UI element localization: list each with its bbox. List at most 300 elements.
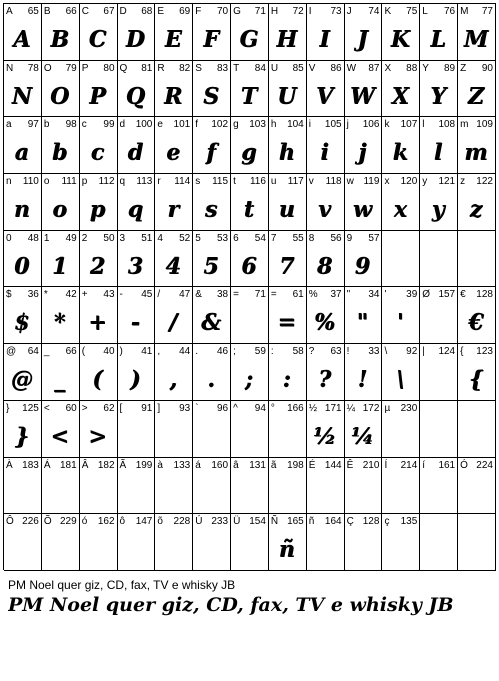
- glyph-cell: [193, 514, 231, 571]
- glyph-cell: [80, 174, 118, 231]
- glyph-char: =: [233, 289, 239, 301]
- glyph-cell: [155, 117, 193, 174]
- glyph-label: [120, 346, 153, 357]
- glyph-cell: [155, 61, 193, 118]
- glyph-label: [44, 63, 77, 74]
- glyph-sample: 3: [128, 253, 144, 280]
- glyph-sample: g: [241, 140, 258, 167]
- glyph-cell: [307, 61, 345, 118]
- glyph-sample: D: [126, 27, 146, 53]
- glyph-cell: [155, 401, 193, 458]
- glyph-cell: [307, 117, 345, 174]
- glyph-sample: i: [320, 140, 330, 167]
- glyph-cell: [458, 174, 496, 231]
- glyph-code: 112: [98, 176, 115, 188]
- glyph-sample: a: [15, 140, 30, 167]
- glyph-char: H: [270, 6, 279, 17]
- glyph-sample: p: [90, 197, 106, 224]
- glyph-sample: o: [52, 197, 68, 224]
- glyph-code: 162: [97, 516, 115, 528]
- glyph-code: 49: [65, 232, 77, 244]
- glyph-code: 60: [65, 402, 77, 414]
- glyph-label: [233, 119, 266, 130]
- glyph-label: [120, 460, 153, 471]
- glyph-label: [422, 63, 455, 74]
- glyph-cell: [4, 231, 42, 288]
- glyph-sample: 0: [14, 253, 31, 280]
- glyph-label: [384, 460, 417, 471]
- glyph-label: [460, 119, 493, 130]
- glyph-cell: [42, 287, 80, 344]
- glyph-code: 37: [330, 289, 342, 301]
- glyph-code: 154: [249, 516, 266, 528]
- glyph-label: [309, 6, 342, 17]
- glyph-code: 122: [476, 176, 493, 188]
- glyph-cell: [42, 61, 80, 118]
- glyph-char: Í: [384, 459, 388, 471]
- glyph-char: 9: [346, 232, 353, 244]
- glyph-cell: [4, 174, 42, 231]
- glyph-sample: l: [434, 140, 443, 167]
- glyph-code: 115: [212, 176, 229, 188]
- glyph-sample: d: [128, 140, 144, 167]
- glyph-cell: [118, 117, 156, 174]
- glyph-cell: [80, 287, 118, 344]
- glyph-cell: [307, 514, 345, 571]
- glyph-sample: =: [278, 310, 297, 337]
- glyph-sample: W: [350, 83, 376, 110]
- glyph-code: 125: [22, 402, 39, 414]
- glyph-char: -: [119, 289, 123, 301]
- glyph-code: 33: [368, 346, 380, 358]
- glyph-char: S: [195, 62, 202, 74]
- glyph-sample: -: [131, 310, 141, 337]
- glyph-code: 48: [27, 232, 39, 244]
- glyph-sample: [4, 532, 41, 568]
- glyph-sample: [155, 419, 192, 455]
- glyph-code: 128: [362, 516, 380, 528]
- glyph-cell: [307, 4, 345, 61]
- glyph-code: 75: [406, 6, 418, 17]
- glyph-code: 89: [444, 62, 456, 74]
- glyph-row: [4, 287, 496, 344]
- glyph-cell: [345, 458, 383, 515]
- glyph-char: °: [270, 402, 275, 414]
- glyph-char: f: [195, 119, 198, 131]
- glyph-char: Ü: [233, 516, 241, 528]
- glyph-char: É: [308, 459, 316, 471]
- glyph-code: 123: [476, 346, 493, 358]
- glyph-sample: ): [130, 367, 142, 394]
- glyph-code: 84: [254, 62, 266, 74]
- glyph-char: >: [81, 402, 88, 414]
- glyph-char: Z: [460, 62, 467, 74]
- glyph-char: ;: [233, 346, 236, 358]
- glyph-label: [120, 516, 153, 527]
- glyph-cell: [80, 61, 118, 118]
- glyph-char: Ú: [195, 516, 203, 528]
- glyph-char: k: [384, 119, 390, 131]
- glyph-label: [384, 176, 417, 187]
- glyph-cell: [42, 344, 80, 401]
- glyph-char: Y: [422, 62, 429, 74]
- glyph-code: 102: [211, 119, 229, 131]
- glyph-label: [82, 346, 115, 357]
- glyph-char: â: [233, 459, 239, 471]
- glyph-label: [384, 63, 417, 74]
- glyph-sample: $: [14, 310, 31, 337]
- glyph-cell: [231, 174, 269, 231]
- glyph-label: [195, 289, 228, 300]
- glyph-code: 93: [179, 402, 191, 414]
- glyph-char: ç: [384, 516, 390, 528]
- glyph-code: 87: [368, 62, 380, 74]
- glyph-sample: &: [201, 310, 222, 337]
- glyph-cell: [80, 401, 118, 458]
- glyph-cell: [269, 458, 307, 515]
- glyph-code: 59: [254, 346, 266, 358]
- glyph-label: [347, 63, 380, 74]
- glyph-cell: [231, 514, 269, 571]
- glyph-char: n: [6, 176, 12, 188]
- glyph-sample: K: [391, 27, 411, 53]
- glyph-char: 7: [270, 232, 277, 244]
- glyph-cell: [193, 344, 231, 401]
- glyph-label: [6, 176, 39, 187]
- glyph-code: 199: [135, 459, 153, 471]
- glyph-cell: [345, 117, 383, 174]
- glyph-cell: [118, 287, 156, 344]
- glyph-sample: S: [203, 83, 220, 110]
- glyph-label: [157, 346, 190, 357]
- glyph-char: W: [346, 62, 357, 74]
- glyph-cell: [458, 117, 496, 174]
- glyph-char: \: [384, 346, 388, 358]
- glyph-char: ^: [233, 402, 238, 414]
- glyph-label: [120, 289, 153, 300]
- glyph-char: (: [81, 346, 86, 358]
- glyph-code: 66: [65, 6, 77, 17]
- glyph-label: [6, 63, 39, 74]
- glyph-cell: [382, 231, 420, 288]
- glyph-char: g: [233, 119, 239, 131]
- glyph-cell: [42, 117, 80, 174]
- glyph-cell: [155, 514, 193, 571]
- glyph-sample: @: [11, 367, 34, 394]
- glyph-label: [422, 119, 455, 130]
- glyph-sample: :: [283, 367, 292, 394]
- glyph-sample: [382, 476, 419, 512]
- glyph-char: À: [6, 459, 13, 471]
- glyph-char: 2: [81, 232, 88, 244]
- glyph-char: G: [233, 6, 241, 17]
- glyph-cell: [345, 174, 383, 231]
- glyph-char: á: [195, 459, 201, 471]
- glyph-label: [422, 346, 455, 357]
- glyph-label: [6, 403, 39, 414]
- glyph-sample: %: [314, 310, 336, 337]
- glyph-char: ': [384, 289, 387, 301]
- glyph-code: 172: [362, 402, 380, 414]
- glyph-code: 55: [292, 232, 304, 244]
- glyph-sample: .: [207, 367, 216, 394]
- glyph-cell: [193, 4, 231, 61]
- glyph-code: 57: [368, 232, 380, 244]
- glyph-code: 160: [211, 459, 229, 471]
- glyph-char: Ã: [119, 459, 127, 471]
- glyph-label: [233, 460, 266, 471]
- glyph-cell: [155, 287, 193, 344]
- glyph-char: Ó: [460, 459, 468, 471]
- glyph-cell: [307, 231, 345, 288]
- glyph-code: 109: [476, 119, 493, 131]
- glyph-sample: ½: [313, 423, 337, 450]
- glyph-sample: [458, 532, 495, 568]
- glyph-label: [271, 119, 304, 130]
- glyph-label: [233, 176, 266, 187]
- glyph-sample: n: [14, 197, 31, 224]
- glyph-cell: [382, 514, 420, 571]
- glyph-label: [309, 460, 342, 471]
- glyph-char: Ñ: [270, 516, 279, 528]
- glyph-char: l: [422, 119, 425, 131]
- glyph-label: [460, 176, 493, 187]
- glyph-sample: y: [432, 197, 446, 224]
- glyph-label: [82, 516, 115, 527]
- glyph-code: 121: [438, 176, 456, 188]
- glyph-label: [460, 460, 493, 471]
- glyph-sample: ñ: [279, 537, 296, 564]
- glyph-label: [195, 346, 228, 357]
- glyph-sample: [4, 476, 41, 512]
- glyph-char: ]: [157, 402, 161, 414]
- glyph-sample: ": [357, 310, 369, 337]
- glyph-label: [6, 119, 39, 130]
- glyph-code: 97: [27, 119, 39, 131]
- glyph-sample: [420, 362, 457, 398]
- glyph-char: j: [346, 119, 349, 131]
- glyph-row: [4, 514, 496, 571]
- glyph-cell: [420, 344, 458, 401]
- glyph-code: 166: [287, 402, 304, 414]
- glyph-code: 114: [174, 176, 191, 188]
- glyph-cell: [307, 344, 345, 401]
- glyph-cell: [155, 4, 193, 61]
- glyph-sample: 7: [279, 253, 295, 280]
- glyph-char: A: [6, 6, 13, 17]
- glyph-code: 34: [368, 289, 380, 301]
- glyph-char: R: [157, 62, 165, 74]
- glyph-code: 92: [406, 346, 418, 358]
- glyph-char: ¼: [346, 402, 355, 414]
- glyph-code: 38: [216, 289, 229, 301]
- glyph-label: [347, 403, 380, 414]
- glyph-label: [422, 176, 455, 187]
- glyph-sample: [118, 532, 155, 568]
- glyph-char: /: [157, 289, 161, 301]
- glyph-cell: [420, 458, 458, 515]
- glyph-label: [422, 6, 455, 17]
- glyph-label: [44, 460, 77, 471]
- glyph-char: !: [346, 346, 350, 358]
- glyph-char: µ: [384, 402, 391, 414]
- glyph-sample: [193, 419, 230, 455]
- glyph-label: [271, 176, 304, 187]
- glyph-char: X: [384, 62, 392, 74]
- glyph-cell: [80, 117, 118, 174]
- glyph-cell: [155, 458, 193, 515]
- glyph-code: 96: [216, 402, 229, 414]
- glyph-sample: f: [206, 140, 217, 167]
- glyph-code: 91: [141, 402, 153, 414]
- glyph-sample: [307, 476, 344, 512]
- glyph-code: 233: [211, 516, 229, 528]
- glyph-char: 3: [119, 232, 126, 244]
- glyph-code: 113: [136, 176, 153, 188]
- glyph-cell: [382, 174, 420, 231]
- glyph-code: 61: [292, 289, 304, 301]
- glyph-char: P: [81, 62, 89, 74]
- glyph-code: 56: [330, 232, 342, 244]
- glyph-cell: [118, 344, 156, 401]
- glyph-code: 45: [141, 289, 153, 301]
- glyph-label: [82, 6, 115, 17]
- glyph-cell: [345, 4, 383, 61]
- glyph-cell: [118, 174, 156, 231]
- glyph-sample: [269, 476, 306, 512]
- glyph-label: [44, 176, 77, 187]
- glyph-cell: [269, 174, 307, 231]
- glyph-label: [120, 119, 153, 130]
- glyph-sample: s: [205, 197, 218, 224]
- glyph-cell: [382, 344, 420, 401]
- glyph-code: 82: [179, 62, 191, 74]
- glyph-grid: [3, 3, 496, 570]
- glyph-sample: R: [164, 83, 183, 110]
- glyph-code: 98: [65, 119, 77, 131]
- glyph-label: [384, 516, 417, 527]
- glyph-char: U: [270, 62, 279, 74]
- glyph-code: 111: [61, 176, 77, 188]
- glyph-cell: [269, 117, 307, 174]
- glyph-cell: [382, 287, 420, 344]
- glyph-label: [271, 346, 304, 357]
- glyph-cell: [458, 344, 496, 401]
- glyph-code: 165: [287, 516, 304, 528]
- glyph-cell: [193, 231, 231, 288]
- glyph-label: [44, 6, 77, 17]
- glyph-label: [82, 460, 115, 471]
- glyph-char: m: [460, 119, 469, 131]
- glyph-code: 67: [103, 6, 115, 17]
- glyph-char: €: [460, 289, 466, 301]
- glyph-row: [4, 458, 496, 515]
- glyph-sample: !: [358, 367, 368, 394]
- glyph-sample: [231, 419, 268, 455]
- glyph-char: {: [460, 346, 464, 358]
- glyph-cell: [345, 287, 383, 344]
- glyph-cell: [420, 287, 458, 344]
- glyph-sample: c: [91, 140, 105, 167]
- glyph-row: [4, 174, 496, 231]
- glyph-label: [44, 346, 77, 357]
- glyph-char: ñ: [308, 516, 315, 528]
- glyph-label: [384, 6, 417, 17]
- glyph-sample: j: [359, 140, 367, 167]
- glyph-cell: [42, 458, 80, 515]
- glyph-label: [120, 403, 153, 414]
- glyph-char: =: [270, 289, 277, 301]
- glyph-code: 68: [141, 6, 153, 17]
- glyph-sample: T: [241, 83, 258, 110]
- glyph-cell: [269, 287, 307, 344]
- glyph-cell: [231, 61, 269, 118]
- glyph-char: 0: [6, 232, 12, 244]
- glyph-sample: [345, 532, 382, 568]
- glyph-char: O: [43, 62, 52, 74]
- glyph-code: 36: [27, 289, 39, 301]
- glyph-label: [233, 346, 266, 357]
- glyph-char: B: [43, 6, 51, 17]
- glyph-char: ó: [81, 516, 88, 528]
- glyph-code: 214: [400, 459, 418, 471]
- glyph-sample: [420, 305, 457, 341]
- glyph-label: [309, 119, 342, 130]
- sample-caption: PM Noel quer giz, CD, fax, TV e whisky JB: [8, 578, 236, 592]
- glyph-code: 85: [292, 62, 304, 74]
- glyph-char: Ø: [422, 289, 431, 301]
- glyph-cell: [420, 514, 458, 571]
- glyph-code: 39: [406, 289, 418, 301]
- glyph-label: [157, 119, 190, 130]
- glyph-label: [44, 119, 77, 130]
- glyph-code: 71: [254, 289, 266, 301]
- glyph-row: [4, 61, 496, 118]
- glyph-cell: [155, 231, 193, 288]
- glyph-code: 107: [400, 119, 418, 131]
- glyph-code: 99: [103, 119, 115, 131]
- glyph-label: [6, 516, 39, 527]
- glyph-code: 104: [287, 119, 304, 131]
- glyph-cell: [420, 61, 458, 118]
- glyph-sample: [42, 476, 79, 512]
- glyph-char: V: [308, 62, 316, 74]
- glyph-label: [347, 289, 380, 300]
- glyph-char: D: [119, 6, 127, 17]
- glyph-sample: [420, 532, 457, 568]
- glyph-code: 103: [249, 119, 266, 131]
- glyph-sample: >: [88, 423, 108, 450]
- glyph-code: 83: [216, 62, 229, 74]
- glyph-sample: [42, 532, 79, 568]
- glyph-label: [157, 233, 190, 244]
- glyph-cell: [42, 174, 80, 231]
- glyph-code: 51: [141, 232, 153, 244]
- glyph-code: 88: [406, 62, 418, 74]
- glyph-label: [233, 63, 266, 74]
- glyph-label: [195, 6, 228, 17]
- glyph-sample: {: [469, 367, 484, 394]
- glyph-cell: [269, 344, 307, 401]
- glyph-sample: [231, 305, 268, 341]
- glyph-cell: [231, 458, 269, 515]
- glyph-sample: [193, 532, 230, 568]
- glyph-label: [271, 516, 304, 527]
- glyph-char: <: [43, 402, 50, 414]
- glyph-label: [384, 403, 417, 414]
- glyph-cell: [80, 344, 118, 401]
- glyph-code: 224: [476, 459, 493, 471]
